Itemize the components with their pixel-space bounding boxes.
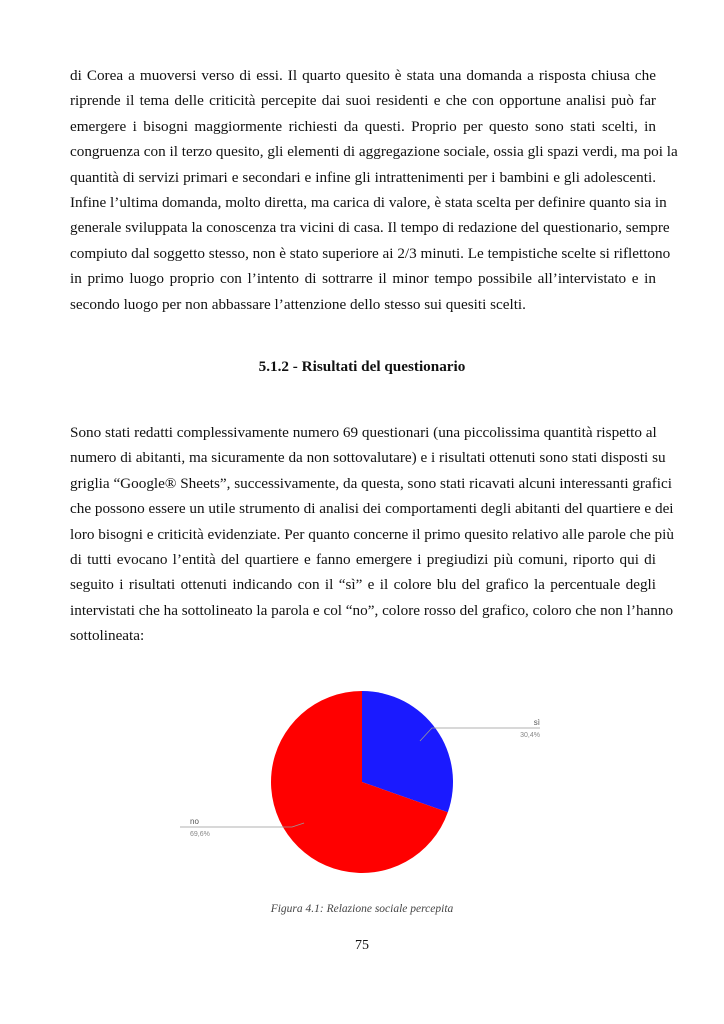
text-line: riprende il tema delle criticità percepite dai suoi residenti e che con opportune analisi può far bbox=[70, 92, 656, 110]
text-line: griglia “Google® Sheets”, successivamente, da questa, sono stati ricavati alcuni interessanti grafici bbox=[70, 474, 672, 492]
figure-caption: Figura 4.1: Relazione sociale percepita bbox=[270, 903, 454, 915]
text-line: secondo luogo per non abbassare l’attenzione dello stesso sui quesiti scelti. bbox=[70, 295, 526, 313]
text-line: congruenza con il terzo quesito, gli elementi di aggregazione sociale, ossia gli spazi verdi, ma poi la bbox=[70, 143, 678, 161]
pie-chart-canvas bbox=[150, 672, 590, 882]
text-line: di Corea a muoversi verso di essi. Il quarto quesito è stata una domanda a risposta chiusa che bbox=[70, 67, 656, 84]
text-line: quantità di servizi primari e secondari e infine gli intrattenimenti per i bambini e gli adolescenti. bbox=[70, 168, 656, 186]
text-line: sottolineata: bbox=[70, 627, 145, 645]
text-line: Sono stati redatti complessivamente numero 69 questionari (una piccolissima quantità rispetto al bbox=[70, 424, 657, 441]
text-line: loro bisogni e criticità evidenziate. Per quanto concerne il primo quesito relativo alle parole che più bbox=[70, 525, 674, 543]
slice-category-label: no bbox=[190, 817, 199, 826]
text-line: emergere i bisogni maggiormente richiesti da questi. Proprio per questo sono stati scelti, in bbox=[70, 117, 656, 135]
text-line: intervistati che ha sottolineato la parola e col “no”, colore rosso del grafico, coloro che non l’hanno bbox=[70, 601, 674, 619]
text-line: generale sviluppata la conoscenza tra vicini di casa. Il tempo di redazione del questionario, sempre bbox=[70, 219, 670, 237]
text-line: di tutti evocano l’entità del quartiere e fanno emergere i pregiudizi più comuni, riporto qui di bbox=[70, 551, 656, 569]
section-heading: 5.1.2 - Risultati del questionario bbox=[258, 358, 466, 375]
slice-value-label: 30,4% bbox=[520, 732, 540, 739]
text-line: seguito i risultati ottenuti indicando con il “sì” e il colore blu del grafico la percentuale degli bbox=[70, 576, 656, 594]
body-paragraph-1 bbox=[70, 63, 678, 317]
pie-chart bbox=[150, 672, 590, 882]
page-number: 75 bbox=[355, 938, 369, 953]
text-line: numero di abitanti, ma sicuramente da non sottovalutare) e i risultati ottenuti sono stati disposti su bbox=[70, 449, 666, 467]
slice-category-label: sì bbox=[533, 718, 540, 727]
text-line: compiuto dal soggetto stesso, non è stato superiore ai 2/3 minuti. Le tempistiche scelte si riflettono bbox=[70, 244, 671, 262]
text-line: Infine l’ultima domanda, molto diretta, ma carica di valore, è stata scelta per definire quanto sia in bbox=[70, 194, 667, 212]
text-line: che possono essere un utile strumento di analisi dei comportamenti degli abitanti del quartiere e dei bbox=[70, 500, 674, 518]
body-paragraph-2 bbox=[70, 420, 674, 649]
text-line: in primo luogo proprio con l’intento di sottrarre il minor tempo possibile all’intervistato e in bbox=[70, 270, 656, 288]
slice-value-label: 69,6% bbox=[190, 831, 210, 838]
